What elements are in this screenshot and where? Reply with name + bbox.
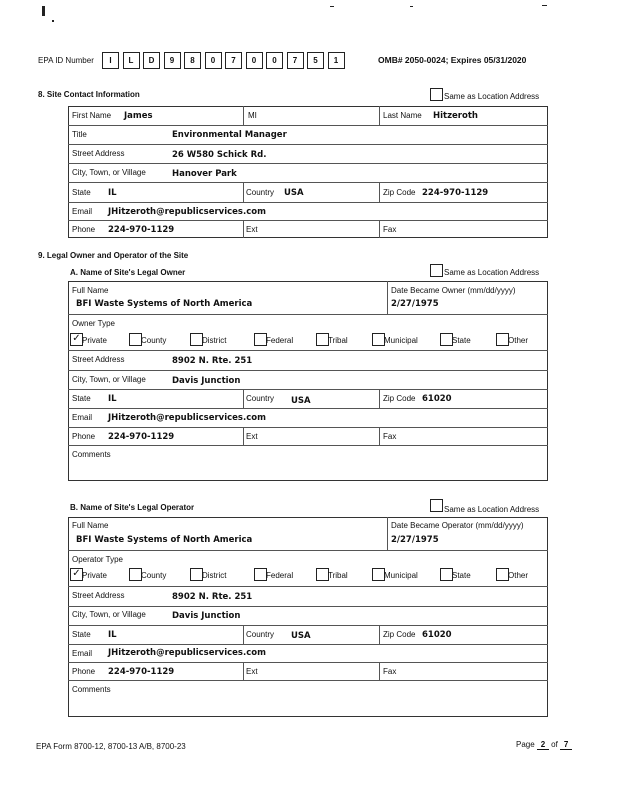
owner-zip-value[interactable]: 61020 [422, 394, 452, 404]
operator-phone-label: Phone [72, 667, 96, 676]
mi-label: MI [248, 111, 257, 120]
title-value[interactable]: Environmental Manager [172, 130, 287, 140]
owner-country-label: Country [246, 394, 275, 403]
scan-speck [42, 6, 45, 16]
operator-full-name-value[interactable]: BFI Waste Systems of North America [76, 535, 253, 545]
street-label: Street Address [72, 149, 125, 158]
section8-same-as-label: Same as Location Address [444, 92, 540, 101]
epa-id-char-box: 8 [184, 52, 201, 69]
phone-value[interactable]: 224-970-1129 [108, 225, 175, 235]
zip-label: Zip Code [383, 188, 416, 197]
operator-date-label: Date Became Operator (mm/dd/yyyy) [391, 521, 524, 530]
operator-same-as-checkbox[interactable] [430, 499, 443, 512]
epa-id-char-box: 9 [164, 52, 181, 69]
page-total: 7 [560, 740, 572, 750]
owner-fax-label: Fax [383, 432, 397, 441]
owner-ext-label: Ext [246, 432, 258, 441]
email-value[interactable]: JHitzeroth@republicservices.com [108, 207, 266, 217]
operator-email-value[interactable]: JHitzeroth@republicservices.com [108, 648, 266, 658]
operator-same-as-label: Same as Location Address [444, 505, 540, 514]
owner-phone-label: Phone [72, 432, 96, 441]
owner-type-municipal-label: Municipal [384, 336, 418, 345]
operator-city-label: City, Town, or Village [72, 610, 146, 619]
last-name-label: Last Name [383, 111, 422, 120]
scan-speck [330, 6, 334, 7]
of-label: of [551, 740, 558, 749]
operator-type-municipal-label: Municipal [384, 571, 418, 580]
operator-phone-value[interactable]: 224-970-1129 [108, 667, 175, 677]
scan-speck [52, 20, 54, 22]
owner-type-district-label: District [202, 336, 227, 345]
owner-street-label: Street Address [72, 355, 125, 364]
operator-email-label: Email [72, 649, 93, 658]
epa-id-char-box: 7 [225, 52, 242, 69]
operator-type-other-label: Other [508, 571, 529, 580]
operator-state-value[interactable]: IL [108, 630, 117, 640]
zip-value[interactable]: 224-970-1129 [422, 188, 489, 198]
omb-number: OMB# 2050-0024; Expires 05/31/2020 [378, 55, 527, 65]
owner-same-as-label: Same as Location Address [444, 268, 540, 277]
owner-comments-label: Comments [72, 450, 111, 459]
owner-type-state-label: State [452, 336, 471, 345]
operator-type-district-label: District [202, 571, 227, 580]
city-value[interactable]: Hanover Park [172, 169, 237, 179]
operator-full-name-label: Full Name [72, 521, 109, 530]
email-label: Email [72, 207, 93, 216]
operator-type-state-label: State [452, 571, 471, 580]
fax-label: Fax [383, 225, 397, 234]
street-value[interactable]: 26 W580 Schick Rd. [172, 150, 267, 160]
country-label: Country [246, 188, 275, 197]
check-mark-icon: ✓ [72, 568, 81, 579]
operator-fax-label: Fax [383, 667, 397, 676]
operator-street-label: Street Address [72, 591, 125, 600]
owner-full-name-value[interactable]: BFI Waste Systems of North America [76, 299, 253, 309]
section9-title: 9. Legal Owner and Operator of the Site [38, 251, 189, 260]
operator-type-federal-label: Federal [266, 571, 294, 580]
operator-city-value[interactable]: Davis Junction [172, 611, 241, 621]
operator-street-value[interactable]: 8902 N. Rte. 251 [172, 592, 253, 602]
section8-same-as-checkbox[interactable] [430, 88, 443, 101]
check-mark-icon: ✓ [72, 333, 81, 344]
epa-id-char-box: 0 [246, 52, 263, 69]
epa-id-char-box: 1 [328, 52, 345, 69]
first-name-value[interactable]: James [124, 111, 153, 121]
scan-speck [542, 5, 547, 6]
first-name-label: First Name [72, 111, 112, 120]
owner-type-private-label: Private [82, 336, 107, 345]
operator-zip-value[interactable]: 61020 [422, 630, 452, 640]
operator-ext-label: Ext [246, 667, 258, 676]
section8-title: 8. Site Contact Information [38, 90, 140, 99]
owner-type-other-label: Other [508, 336, 529, 345]
operator-type-tribal-label: Tribal [328, 571, 348, 580]
operator-type-label: Operator Type [72, 555, 123, 564]
operator-type-private-label: Private [82, 571, 107, 580]
owner-zip-label: Zip Code [383, 394, 416, 403]
operator-comments-label: Comments [72, 685, 111, 694]
state-label: State [72, 188, 91, 197]
operator-subtitle: B. Name of Site's Legal Operator [70, 503, 195, 512]
page-number: 2 [537, 740, 549, 750]
page-label: Page [516, 740, 535, 749]
owner-type-label: Owner Type [72, 319, 115, 328]
owner-subtitle: A. Name of Site's Legal Owner [70, 268, 186, 277]
owner-state-label: State [72, 394, 91, 403]
epa-id-char-box: 0 [266, 52, 283, 69]
scan-speck [410, 6, 413, 7]
owner-city-label: City, Town, or Village [72, 375, 146, 384]
country-value[interactable]: USA [284, 188, 304, 198]
operator-date-value[interactable]: 2/27/1975 [391, 535, 439, 545]
owner-email-label: Email [72, 413, 93, 422]
epa-id-label: EPA ID Number [38, 56, 94, 65]
page-indicator [516, 740, 572, 750]
epa-id-char-box: I [102, 52, 119, 69]
owner-phone-value[interactable]: 224-970-1129 [108, 432, 175, 442]
state-value[interactable]: IL [108, 188, 117, 198]
owner-street-value[interactable]: 8902 N. Rte. 251 [172, 356, 253, 366]
form-number: EPA Form 8700-12, 8700-13 A/B, 8700-23 [36, 742, 186, 751]
epa-id-char-box: 0 [205, 52, 222, 69]
owner-type-tribal-label: Tribal [328, 336, 348, 345]
epa-id-char-box: L [123, 52, 140, 69]
last-name-value[interactable]: Hitzeroth [433, 111, 478, 121]
owner-city-value[interactable]: Davis Junction [172, 376, 241, 386]
owner-country-value[interactable]: USA [291, 396, 311, 406]
owner-full-name-label: Full Name [72, 286, 109, 295]
owner-date-value[interactable]: 2/27/1975 [391, 299, 439, 309]
owner-state-value[interactable]: IL [108, 394, 117, 404]
city-label: City, Town, or Village [72, 168, 146, 177]
operator-zip-label: Zip Code [383, 630, 416, 639]
phone-label: Phone [72, 225, 96, 234]
operator-type-county-label: County [141, 571, 167, 580]
ext-label: Ext [246, 225, 258, 234]
epa-id-char-box: 5 [307, 52, 324, 69]
operator-country-value[interactable]: USA [291, 631, 311, 641]
title-label: Title [72, 130, 87, 139]
owner-email-value[interactable]: JHitzeroth@republicservices.com [108, 413, 266, 423]
owner-type-federal-label: Federal [266, 336, 294, 345]
owner-type-county-label: County [141, 336, 167, 345]
owner-date-label: Date Became Owner (mm/dd/yyyy) [391, 286, 516, 295]
operator-state-label: State [72, 630, 91, 639]
owner-same-as-checkbox[interactable] [430, 264, 443, 277]
operator-country-label: Country [246, 630, 275, 639]
epa-id-char-box: 7 [287, 52, 304, 69]
epa-id-char-box: D [143, 52, 160, 69]
